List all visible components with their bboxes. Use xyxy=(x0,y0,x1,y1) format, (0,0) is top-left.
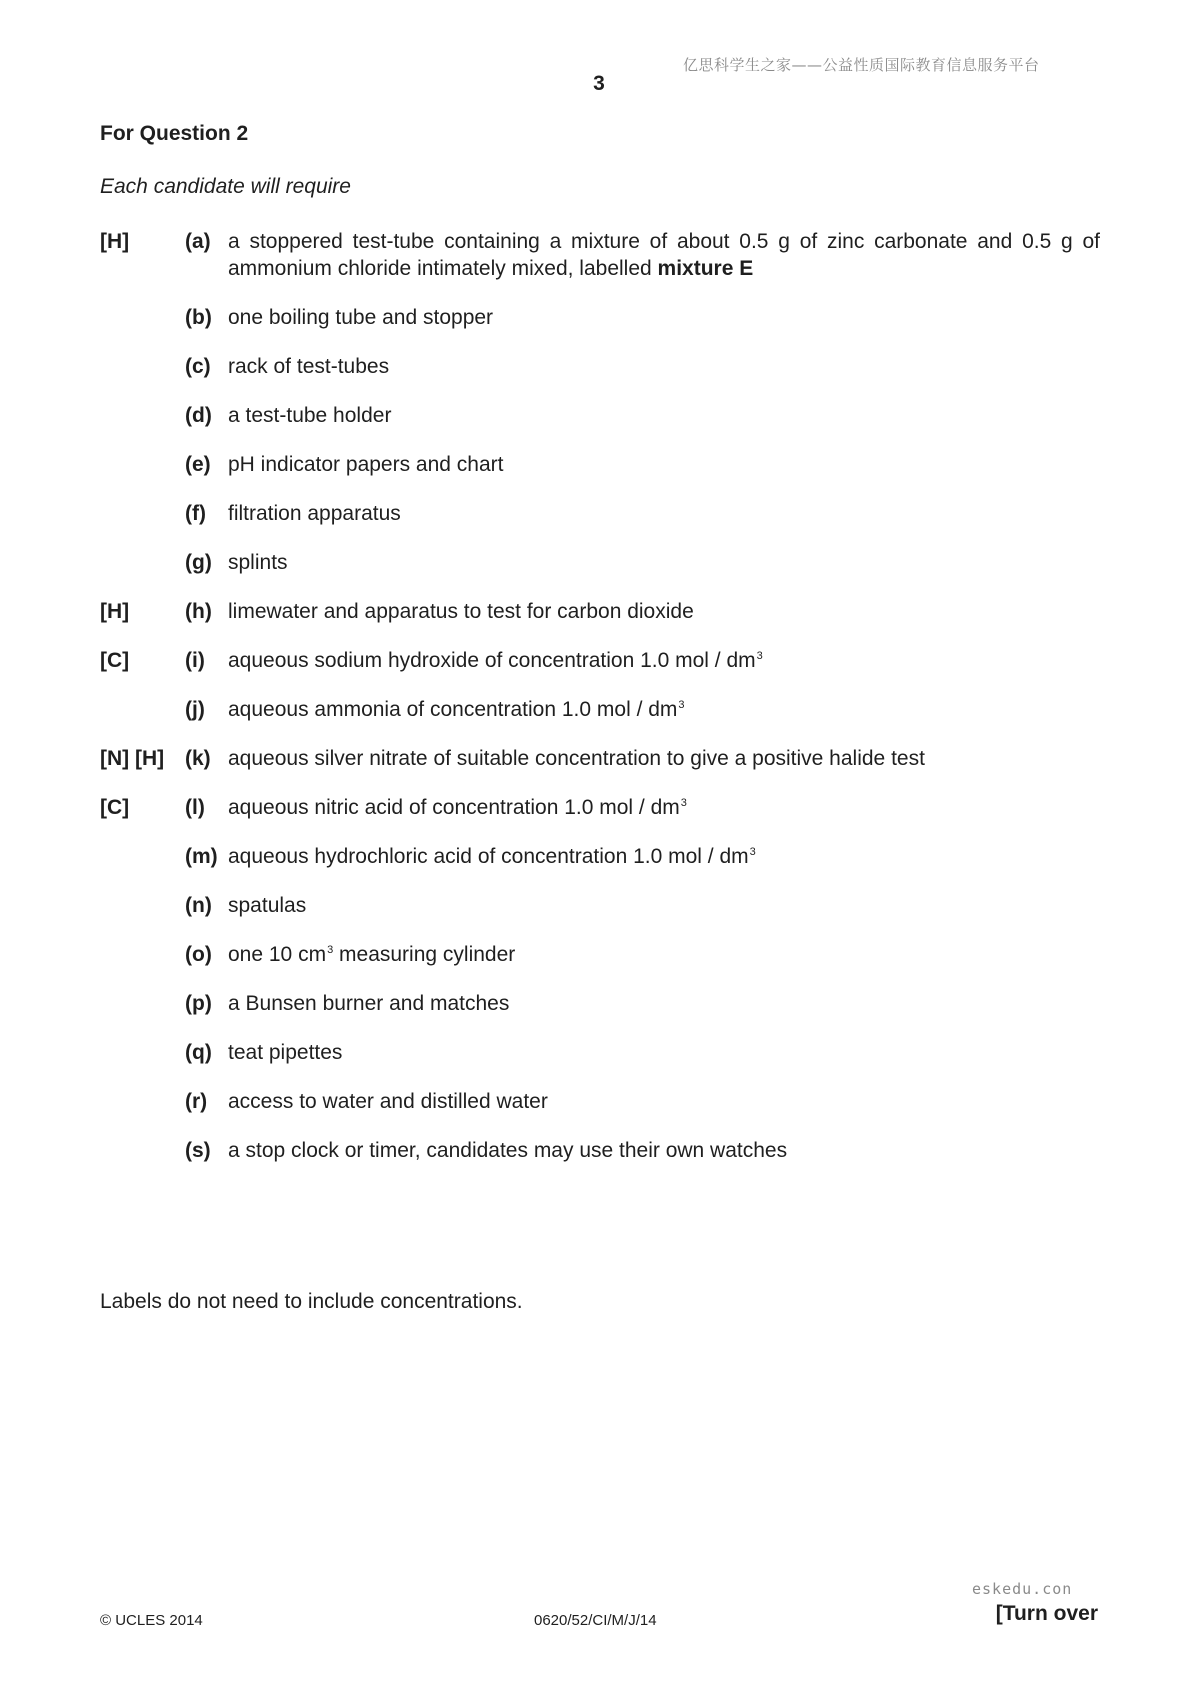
question-heading: For Question 2 xyxy=(100,122,249,145)
superscript: 3 xyxy=(327,944,334,956)
item-letter: (r) xyxy=(185,1090,208,1113)
item-tag: [H] xyxy=(100,230,130,253)
item-tag: [H] xyxy=(100,600,130,623)
item-text-main: aqueous nitric acid of concentration 1.0 mol / dm xyxy=(228,796,680,819)
item-text-main: splints xyxy=(228,551,288,574)
item-text xyxy=(228,647,1100,674)
item-text-main: a stop clock or timer, candidates may use their own watches xyxy=(228,1139,788,1162)
item-text-main: limewater and apparatus to test for carbon dioxide xyxy=(228,600,694,623)
footer-watermark: eskedu.con xyxy=(972,1580,1073,1598)
list-item xyxy=(100,892,1100,919)
item-text-main: a Bunsen burner and matches xyxy=(228,992,510,1015)
list-item xyxy=(100,647,1100,674)
item-text xyxy=(228,745,1100,772)
item-letter: (m) xyxy=(185,845,218,868)
item-tag: [C] xyxy=(100,796,130,819)
list-item xyxy=(100,794,1100,821)
list-item xyxy=(100,1088,1100,1115)
item-text-main: a test-tube holder xyxy=(228,404,392,427)
item-text xyxy=(228,402,1100,429)
item-text xyxy=(228,228,1100,282)
item-text-bold: mixture E xyxy=(657,257,754,280)
item-text xyxy=(228,794,1100,821)
item-text-main: one boiling tube and stopper xyxy=(228,306,494,329)
item-tag: [C] xyxy=(100,649,130,672)
list-item xyxy=(100,843,1100,870)
item-text xyxy=(228,990,1100,1017)
item-text-main: aqueous ammonia of concentration 1.0 mol / dm xyxy=(228,698,678,721)
page-number: 3 xyxy=(593,72,605,95)
turn-over: [Turn over xyxy=(995,1602,1098,1625)
apparatus-list xyxy=(100,228,1100,1186)
list-item xyxy=(100,941,1100,968)
item-text xyxy=(228,1137,1100,1164)
item-text-main: one 10 cm xyxy=(228,943,327,966)
item-text-main: access to water and distilled water xyxy=(228,1090,548,1113)
item-tag: [N] [H] xyxy=(100,747,165,770)
item-letter: (a) xyxy=(185,230,211,253)
item-text-main: a stoppered test-tube containing a mixture of about 0.5 g of zinc carbonate and 0.5 g of ammonium chloride intimately mixed, labelled xyxy=(228,230,1100,280)
item-text xyxy=(228,549,1100,576)
item-text-main: pH indicator papers and chart xyxy=(228,453,504,476)
item-letter: (g) xyxy=(185,551,212,574)
item-letter: (j) xyxy=(185,698,205,721)
superscript: 3 xyxy=(756,650,763,662)
item-letter: (q) xyxy=(185,1041,212,1064)
list-item xyxy=(100,304,1100,331)
item-text-main: aqueous hydrochloric acid of concentration 1.0 mol / dm xyxy=(228,845,749,868)
intro-text: Each candidate will require xyxy=(100,175,351,198)
paper-code: 0620/52/CI/M/J/14 xyxy=(534,1612,657,1629)
list-item xyxy=(100,228,1100,282)
superscript: 3 xyxy=(749,846,756,858)
item-letter: (e) xyxy=(185,453,211,476)
item-text-main: aqueous sodium hydroxide of concentration 1.0 mol / dm xyxy=(228,649,756,672)
item-letter: (s) xyxy=(185,1139,211,1162)
item-letter: (n) xyxy=(185,894,212,917)
item-letter: (b) xyxy=(185,306,212,329)
item-text xyxy=(228,500,1100,527)
list-item xyxy=(100,549,1100,576)
item-text-main: filtration apparatus xyxy=(228,502,401,525)
list-item xyxy=(100,990,1100,1017)
list-item xyxy=(100,1137,1100,1164)
superscript: 3 xyxy=(680,797,687,809)
list-item xyxy=(100,1039,1100,1066)
item-text-main: rack of test-tubes xyxy=(228,355,390,378)
item-letter: (p) xyxy=(185,992,212,1015)
item-text-main: spatulas xyxy=(228,894,307,917)
item-text-main: aqueous silver nitrate of suitable concentration to give a positive halide test xyxy=(228,747,925,770)
item-letter: (o) xyxy=(185,943,212,966)
item-letter: (c) xyxy=(185,355,211,378)
item-text xyxy=(228,1088,1100,1115)
list-item xyxy=(100,451,1100,478)
item-text xyxy=(228,304,1100,331)
list-item xyxy=(100,353,1100,380)
item-letter: (i) xyxy=(185,649,205,672)
item-text xyxy=(228,1039,1100,1066)
note-text: Labels do not need to include concentrations. xyxy=(100,1290,523,1313)
item-text xyxy=(228,843,1100,870)
item-text xyxy=(228,451,1100,478)
item-letter: (f) xyxy=(185,502,206,525)
item-text-after: measuring cylinder xyxy=(333,943,516,966)
list-item xyxy=(100,500,1100,527)
item-letter: (d) xyxy=(185,404,212,427)
list-item xyxy=(100,402,1100,429)
item-letter: (h) xyxy=(185,600,212,623)
copyright: © UCLES 2014 xyxy=(100,1612,203,1629)
item-text xyxy=(228,696,1100,723)
watermark-text: 亿思科学生之家——公益性质国际教育信息服务平台 xyxy=(683,56,1040,74)
item-text xyxy=(228,598,1100,625)
superscript: 3 xyxy=(678,699,685,711)
item-text xyxy=(228,941,1100,968)
list-item xyxy=(100,598,1100,625)
item-letter: (k) xyxy=(185,747,211,770)
item-letter: (l) xyxy=(185,796,205,819)
item-text-main: teat pipettes xyxy=(228,1041,343,1064)
item-text xyxy=(228,892,1100,919)
item-text xyxy=(228,353,1100,380)
list-item xyxy=(100,696,1100,723)
list-item xyxy=(100,745,1100,772)
